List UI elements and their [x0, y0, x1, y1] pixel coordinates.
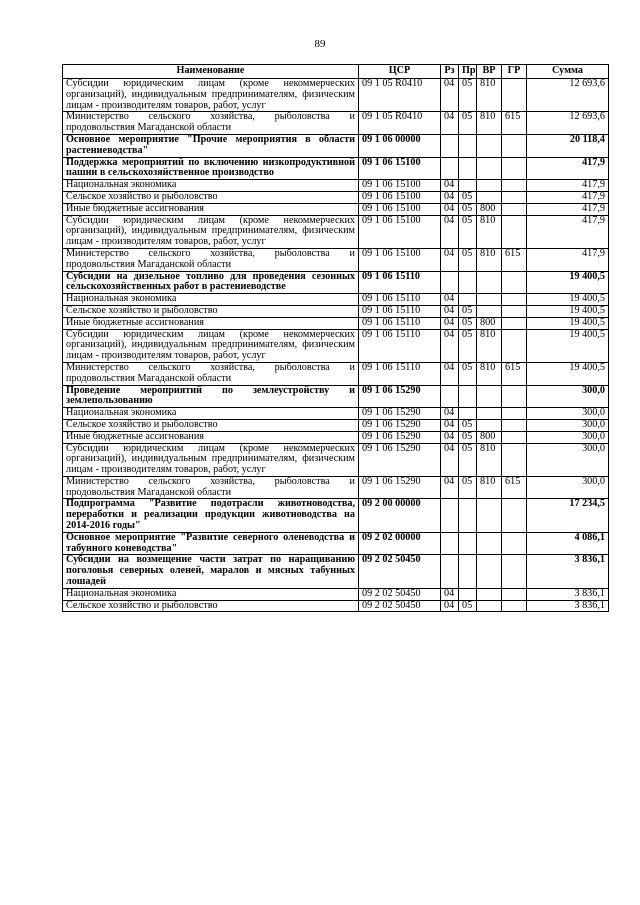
cell-sum: 19 400,5 — [527, 294, 609, 306]
cell-vr — [477, 555, 502, 588]
cell-sum: 17 234,5 — [527, 499, 609, 532]
cell-rz — [441, 157, 459, 180]
cell-vr — [477, 419, 502, 431]
cell-name: Подпрограмма "Развитие подотрасли животноводства, переработки и реализации продукции животноводства на 2014-2016 годы" — [63, 499, 359, 532]
cell-sum: 12 693,6 — [527, 112, 609, 135]
cell-pr: 05 — [459, 248, 477, 271]
cell-gr: 615 — [502, 112, 527, 135]
cell-sum: 20 118,4 — [527, 134, 609, 157]
cell-name: Субсидии юридическим лицам (кроме некоммерческих организаций), индивидуальным предпринимателям, физическим лицам - производителям товаров, работ, услуг — [63, 329, 359, 362]
cell-gr — [502, 588, 527, 600]
cell-gr — [502, 555, 527, 588]
cell-pr: 05 — [459, 431, 477, 443]
cell-pr — [459, 532, 477, 555]
cell-name: Министерство сельского хозяйства, рыболовства и продовольствия Магаданской области — [63, 112, 359, 135]
cell-csr: 09 1 06 15290 — [359, 431, 441, 443]
cell-pr — [459, 134, 477, 157]
table-row — [63, 248, 609, 271]
cell-csr: 09 1 06 15110 — [359, 362, 441, 385]
cell-vr — [477, 157, 502, 180]
cell-gr — [502, 294, 527, 306]
cell-pr: 05 — [459, 362, 477, 385]
cell-sum: 19 400,5 — [527, 317, 609, 329]
cell-name: Иные бюджетные ассигнования — [63, 203, 359, 215]
cell-csr: 09 1 06 15290 — [359, 443, 441, 476]
cell-vr: 810 — [477, 329, 502, 362]
table-row — [63, 476, 609, 499]
table-row — [63, 191, 609, 203]
cell-gr: 615 — [502, 248, 527, 271]
table-row — [63, 555, 609, 588]
cell-name: Сельское хозяйство и рыболовство — [63, 305, 359, 317]
cell-vr: 810 — [477, 443, 502, 476]
cell-vr — [477, 271, 502, 294]
cell-csr: 09 1 06 15100 — [359, 157, 441, 180]
cell-pr: 05 — [459, 203, 477, 215]
cell-gr — [502, 79, 527, 112]
table-row — [63, 499, 609, 532]
cell-sum: 300,0 — [527, 443, 609, 476]
cell-name: Национальная экономика — [63, 180, 359, 192]
cell-pr: 05 — [459, 329, 477, 362]
cell-rz — [441, 134, 459, 157]
cell-pr — [459, 499, 477, 532]
cell-csr: 09 2 02 00000 — [359, 532, 441, 555]
cell-rz: 04 — [441, 215, 459, 248]
cell-csr: 09 1 06 15110 — [359, 305, 441, 317]
header-gr: ГР — [502, 65, 527, 79]
cell-csr: 09 2 00 00000 — [359, 499, 441, 532]
cell-vr — [477, 385, 502, 408]
cell-csr: 09 1 05 R0410 — [359, 79, 441, 112]
cell-csr: 09 2 02 50450 — [359, 600, 441, 612]
cell-rz — [441, 555, 459, 588]
cell-csr: 09 2 02 50450 — [359, 555, 441, 588]
cell-vr — [477, 499, 502, 532]
cell-rz — [441, 385, 459, 408]
cell-pr — [459, 180, 477, 192]
cell-rz: 04 — [441, 305, 459, 317]
table-row — [63, 215, 609, 248]
cell-gr — [502, 431, 527, 443]
cell-rz: 04 — [441, 476, 459, 499]
cell-rz — [441, 532, 459, 555]
cell-gr — [502, 157, 527, 180]
cell-pr — [459, 294, 477, 306]
cell-vr: 810 — [477, 79, 502, 112]
cell-gr — [502, 419, 527, 431]
cell-csr: 09 1 06 15110 — [359, 317, 441, 329]
table-row — [63, 134, 609, 157]
table-row — [63, 408, 609, 420]
cell-rz: 04 — [441, 112, 459, 135]
table-body — [63, 79, 609, 612]
cell-vr — [477, 588, 502, 600]
cell-rz: 04 — [441, 408, 459, 420]
cell-vr — [477, 600, 502, 612]
cell-rz: 04 — [441, 362, 459, 385]
table-row — [63, 271, 609, 294]
cell-csr: 09 1 06 15290 — [359, 408, 441, 420]
cell-name: Национальная экономика — [63, 408, 359, 420]
cell-rz: 04 — [441, 203, 459, 215]
cell-name: Субсидии юридическим лицам (кроме некоммерческих организаций), индивидуальным предпринимателям, физическим лицам - производителям товаров, работ, услуг — [63, 215, 359, 248]
cell-pr — [459, 271, 477, 294]
table-row — [63, 600, 609, 612]
cell-csr: 09 1 06 15100 — [359, 180, 441, 192]
cell-pr: 05 — [459, 419, 477, 431]
cell-name: Национальная экономика — [63, 294, 359, 306]
cell-csr: 09 1 06 15100 — [359, 203, 441, 215]
cell-rz: 04 — [441, 419, 459, 431]
cell-vr — [477, 180, 502, 192]
table-row — [63, 443, 609, 476]
cell-name: Субсидии на возмещение части затрат по наращиванию поголовья северных оленей, маралов и мясных табунных лошадей — [63, 555, 359, 588]
cell-rz: 04 — [441, 79, 459, 112]
cell-sum: 417,9 — [527, 180, 609, 192]
cell-name: Сельское хозяйство и рыболовство — [63, 191, 359, 203]
cell-gr — [502, 180, 527, 192]
cell-csr: 09 1 06 15100 — [359, 215, 441, 248]
table-row — [63, 532, 609, 555]
header-rz: Рз — [441, 65, 459, 79]
cell-gr — [502, 305, 527, 317]
cell-gr — [502, 203, 527, 215]
cell-sum: 19 400,5 — [527, 329, 609, 362]
cell-gr — [502, 215, 527, 248]
cell-sum: 300,0 — [527, 408, 609, 420]
cell-gr — [502, 134, 527, 157]
table-row — [63, 157, 609, 180]
cell-sum: 3 836,1 — [527, 588, 609, 600]
cell-pr — [459, 588, 477, 600]
cell-rz: 04 — [441, 180, 459, 192]
cell-sum: 417,9 — [527, 215, 609, 248]
cell-pr — [459, 408, 477, 420]
cell-name: Министерство сельского хозяйства, рыболовства и продовольствия Магаданской области — [63, 476, 359, 499]
cell-rz: 04 — [441, 317, 459, 329]
cell-name: Министерство сельского хозяйства, рыболовства и продовольствия Магаданской области — [63, 362, 359, 385]
cell-sum: 300,0 — [527, 476, 609, 499]
cell-gr — [502, 443, 527, 476]
cell-vr — [477, 408, 502, 420]
table-row — [63, 112, 609, 135]
cell-pr — [459, 157, 477, 180]
table-row — [63, 419, 609, 431]
table-row — [63, 329, 609, 362]
table-row — [63, 294, 609, 306]
cell-csr: 09 2 02 50450 — [359, 588, 441, 600]
cell-pr: 05 — [459, 600, 477, 612]
cell-name: Сельское хозяйство и рыболовство — [63, 600, 359, 612]
table-row — [63, 588, 609, 600]
cell-gr — [502, 271, 527, 294]
cell-rz: 04 — [441, 443, 459, 476]
cell-sum: 417,9 — [527, 191, 609, 203]
cell-vr: 810 — [477, 476, 502, 499]
cell-pr: 05 — [459, 317, 477, 329]
cell-sum: 19 400,5 — [527, 271, 609, 294]
cell-vr — [477, 191, 502, 203]
table-row — [63, 431, 609, 443]
budget-table — [62, 64, 609, 612]
cell-rz — [441, 271, 459, 294]
cell-name: Министерство сельского хозяйства, рыболовства и продовольствия Магаданской области — [63, 248, 359, 271]
cell-sum: 300,0 — [527, 419, 609, 431]
cell-gr — [502, 317, 527, 329]
cell-sum: 300,0 — [527, 385, 609, 408]
cell-rz: 04 — [441, 329, 459, 362]
cell-vr: 800 — [477, 317, 502, 329]
cell-sum: 417,9 — [527, 203, 609, 215]
cell-vr — [477, 305, 502, 317]
cell-pr: 05 — [459, 476, 477, 499]
table-row — [63, 385, 609, 408]
cell-csr: 09 1 06 15290 — [359, 385, 441, 408]
cell-name: Субсидии юридическим лицам (кроме некоммерческих организаций), индивидуальным предпринимателям, физическим лицам - производителям товаров, работ, услуг — [63, 443, 359, 476]
table-row — [63, 79, 609, 112]
cell-rz: 04 — [441, 431, 459, 443]
cell-sum: 19 400,5 — [527, 305, 609, 317]
page-number: 89 — [314, 38, 326, 50]
cell-vr: 810 — [477, 112, 502, 135]
cell-name: Основное мероприятие "Прочие мероприятия в области растениеводства" — [63, 134, 359, 157]
cell-csr: 09 1 06 15110 — [359, 329, 441, 362]
cell-rz: 04 — [441, 248, 459, 271]
cell-vr: 800 — [477, 431, 502, 443]
cell-name: Сельское хозяйство и рыболовство — [63, 419, 359, 431]
cell-csr: 09 1 06 15110 — [359, 294, 441, 306]
header-pr: Пр — [459, 65, 477, 79]
table-row — [63, 317, 609, 329]
cell-pr — [459, 555, 477, 588]
cell-name: Национальная экономика — [63, 588, 359, 600]
cell-rz: 04 — [441, 191, 459, 203]
cell-gr: 615 — [502, 362, 527, 385]
cell-pr: 05 — [459, 305, 477, 317]
cell-gr — [502, 191, 527, 203]
header-csr: ЦСР — [359, 65, 441, 79]
cell-name: Иные бюджетные ассигнования — [63, 431, 359, 443]
cell-gr — [502, 499, 527, 532]
cell-gr — [502, 329, 527, 362]
cell-gr — [502, 385, 527, 408]
cell-rz: 04 — [441, 294, 459, 306]
header-vr: ВР — [477, 65, 502, 79]
cell-csr: 09 1 05 R0410 — [359, 112, 441, 135]
cell-name: Субсидии юридическим лицам (кроме некоммерческих организаций), индивидуальным предпринимателям, физическим лицам - производителям товаров, работ, услуг — [63, 79, 359, 112]
cell-vr — [477, 532, 502, 555]
header-sum: Сумма — [527, 65, 609, 79]
cell-gr — [502, 408, 527, 420]
table-header-row — [63, 65, 609, 79]
cell-csr: 09 1 06 15290 — [359, 419, 441, 431]
cell-pr: 05 — [459, 215, 477, 248]
cell-gr: 615 — [502, 476, 527, 499]
cell-pr: 05 — [459, 112, 477, 135]
cell-sum: 300,0 — [527, 431, 609, 443]
cell-sum: 12 693,6 — [527, 79, 609, 112]
cell-csr: 09 1 06 15100 — [359, 248, 441, 271]
table-row — [63, 305, 609, 317]
table-row — [63, 203, 609, 215]
cell-vr: 810 — [477, 248, 502, 271]
header-name: Наименование — [63, 65, 359, 79]
cell-csr: 09 1 06 15290 — [359, 476, 441, 499]
cell-csr: 09 1 06 15110 — [359, 271, 441, 294]
cell-rz: 04 — [441, 600, 459, 612]
cell-pr: 05 — [459, 191, 477, 203]
cell-csr: 09 1 06 00000 — [359, 134, 441, 157]
cell-vr: 800 — [477, 203, 502, 215]
cell-gr — [502, 532, 527, 555]
cell-name: Иные бюджетные ассигнования — [63, 317, 359, 329]
cell-sum: 19 400,5 — [527, 362, 609, 385]
cell-sum: 417,9 — [527, 157, 609, 180]
cell-sum: 417,9 — [527, 248, 609, 271]
cell-rz — [441, 499, 459, 532]
cell-sum: 3 836,1 — [527, 555, 609, 588]
cell-vr: 810 — [477, 215, 502, 248]
cell-vr — [477, 294, 502, 306]
cell-rz: 04 — [441, 588, 459, 600]
cell-sum: 3 836,1 — [527, 600, 609, 612]
cell-sum: 4 086,1 — [527, 532, 609, 555]
cell-vr: 810 — [477, 362, 502, 385]
cell-pr: 05 — [459, 79, 477, 112]
cell-vr — [477, 134, 502, 157]
cell-name: Основное мероприятие "Развитие северного оленеводства и табунного коневодства" — [63, 532, 359, 555]
cell-name: Проведение мероприятий по землеустройству и землепользованию — [63, 385, 359, 408]
cell-pr — [459, 385, 477, 408]
cell-name: Субсидии на дизельное топливо для проведения сезонных сельскохозяйственных работ в растениеводстве — [63, 271, 359, 294]
cell-name: Поддержка мероприятий по включению низкопродуктивной пашни в сельскохозяйственное производство — [63, 157, 359, 180]
cell-gr — [502, 600, 527, 612]
table-row — [63, 180, 609, 192]
cell-pr: 05 — [459, 443, 477, 476]
table-row — [63, 362, 609, 385]
cell-csr: 09 1 06 15100 — [359, 191, 441, 203]
